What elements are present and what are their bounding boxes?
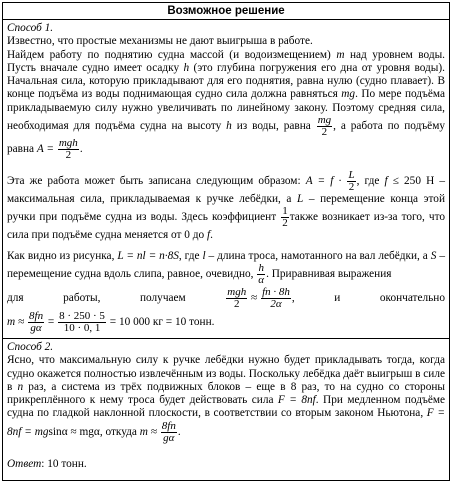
fraction-h-over-alpha: $\frac{h}{\alpha}$ xyxy=(258,261,265,286)
method-1-paragraph-3: Эта же работа может быть записана следующим образом: A = f · $\frac{L}{2}$ , где f ≤ 250 Н – максимальная сила, прикладываемая к ручке лебёдки, а L – перемещение конца этой ручки при подъёме судна из воды. Здесь коэффициент $\frac{1}{2}$ также возникает из-за того, что сила при подъёме судна меняется от 0 до f. xyxy=(7,169,446,242)
section-divider xyxy=(3,338,449,339)
answer-line: Ответ: 10 тонн. xyxy=(7,457,87,470)
method-1-paragraph-2: Найдем работу по поднятию судна массой (и водоизмещением) m над уровнем воды. Пусть вначале судно имеет осадку h (это глубина погружения его дна от уровня воды). Начальная сила, которую прикладывают для его поднятия, равна нулю (судно плавает). В конце подъёма из воды поднимающая судно сила должна равняться mg. По мере подъёма прикладываемую силу нужно увеличивать по линейному закону. Поэтому средняя сила, необходимая для подъёма судна на высоту h из воды, равна $\frac{mg}{2}$ , а работа по подъёму равна A = $\frac{\text{mgh}}{2}$ . xyxy=(7,48,445,162)
fraction-1-over-2: $\frac{1}{2}$ xyxy=(282,205,288,230)
equation-line: для работы, получаем $\frac{\text{mgh}}{2}$ ≈ $\frac{fn \cdot 8h}{2\alpha}$ , и окончательно xyxy=(7,285,445,310)
method-1-result: m ≈ $\frac{8fn}{g\alpha}$ = $\frac{8 \cdot 250 \cdot 5}{10 \cdot 0, 1}$ = 10 000 кг = 10 тонн. xyxy=(7,309,215,334)
method-2-label: Способ 2. xyxy=(7,340,54,353)
method-1 xyxy=(3,20,449,471)
solution-box xyxy=(2,2,450,481)
method-2-paragraph: Ясно, что максимальную силу к ручке лебёдки нужно будет прикладывать тогда, когда судно окажется полностью извлечённым из воды. Поскольку лебёдка даёт выигрыш в силе в n раз, а система из трёх подвижных блоков – еще в 8 раз, то на судно со стороны прикреплённого к нему троса будет действовать сила F = 8nf. При медленном подъёме судна по гладкой наклонной плоскости, в соответствии со вторым законом Ньютона, F = 8nf = mgsinα ≈ mgα, откуда m ≈ $\frac{8fn}{g\alpha}$ . xyxy=(7,354,446,444)
work-equation: $\frac{\text{mgh}}{2}$ ≈ $\frac{fn \cdot 8h}{2\alpha}$ , xyxy=(227,285,295,310)
fraction-mg-over-2: $\frac{mg}{2}$ xyxy=(317,114,332,139)
fraction-mgh-over-2: $\frac{\text{mgh}}{2}$ xyxy=(58,137,78,162)
method-1-paragraph-4: Как видно из рисунка, L = nl = n·8S, где l – длина троса, намотанного на вал лебёдки, а S – перемещение судна вдоль слипа, равное, очевидно, $\frac{h}{\alpha}$ . Приравнивая выражения xyxy=(7,249,445,286)
method-1-paragraph-1: Известно, что простые механизмы не дают выигрыша в работе. xyxy=(7,35,313,48)
method-1-label: Способ 1. xyxy=(7,22,54,34)
fraction-L-over-2: $\frac{L}{2}$ xyxy=(348,169,355,194)
solution-title: Возможное решение xyxy=(3,3,449,20)
